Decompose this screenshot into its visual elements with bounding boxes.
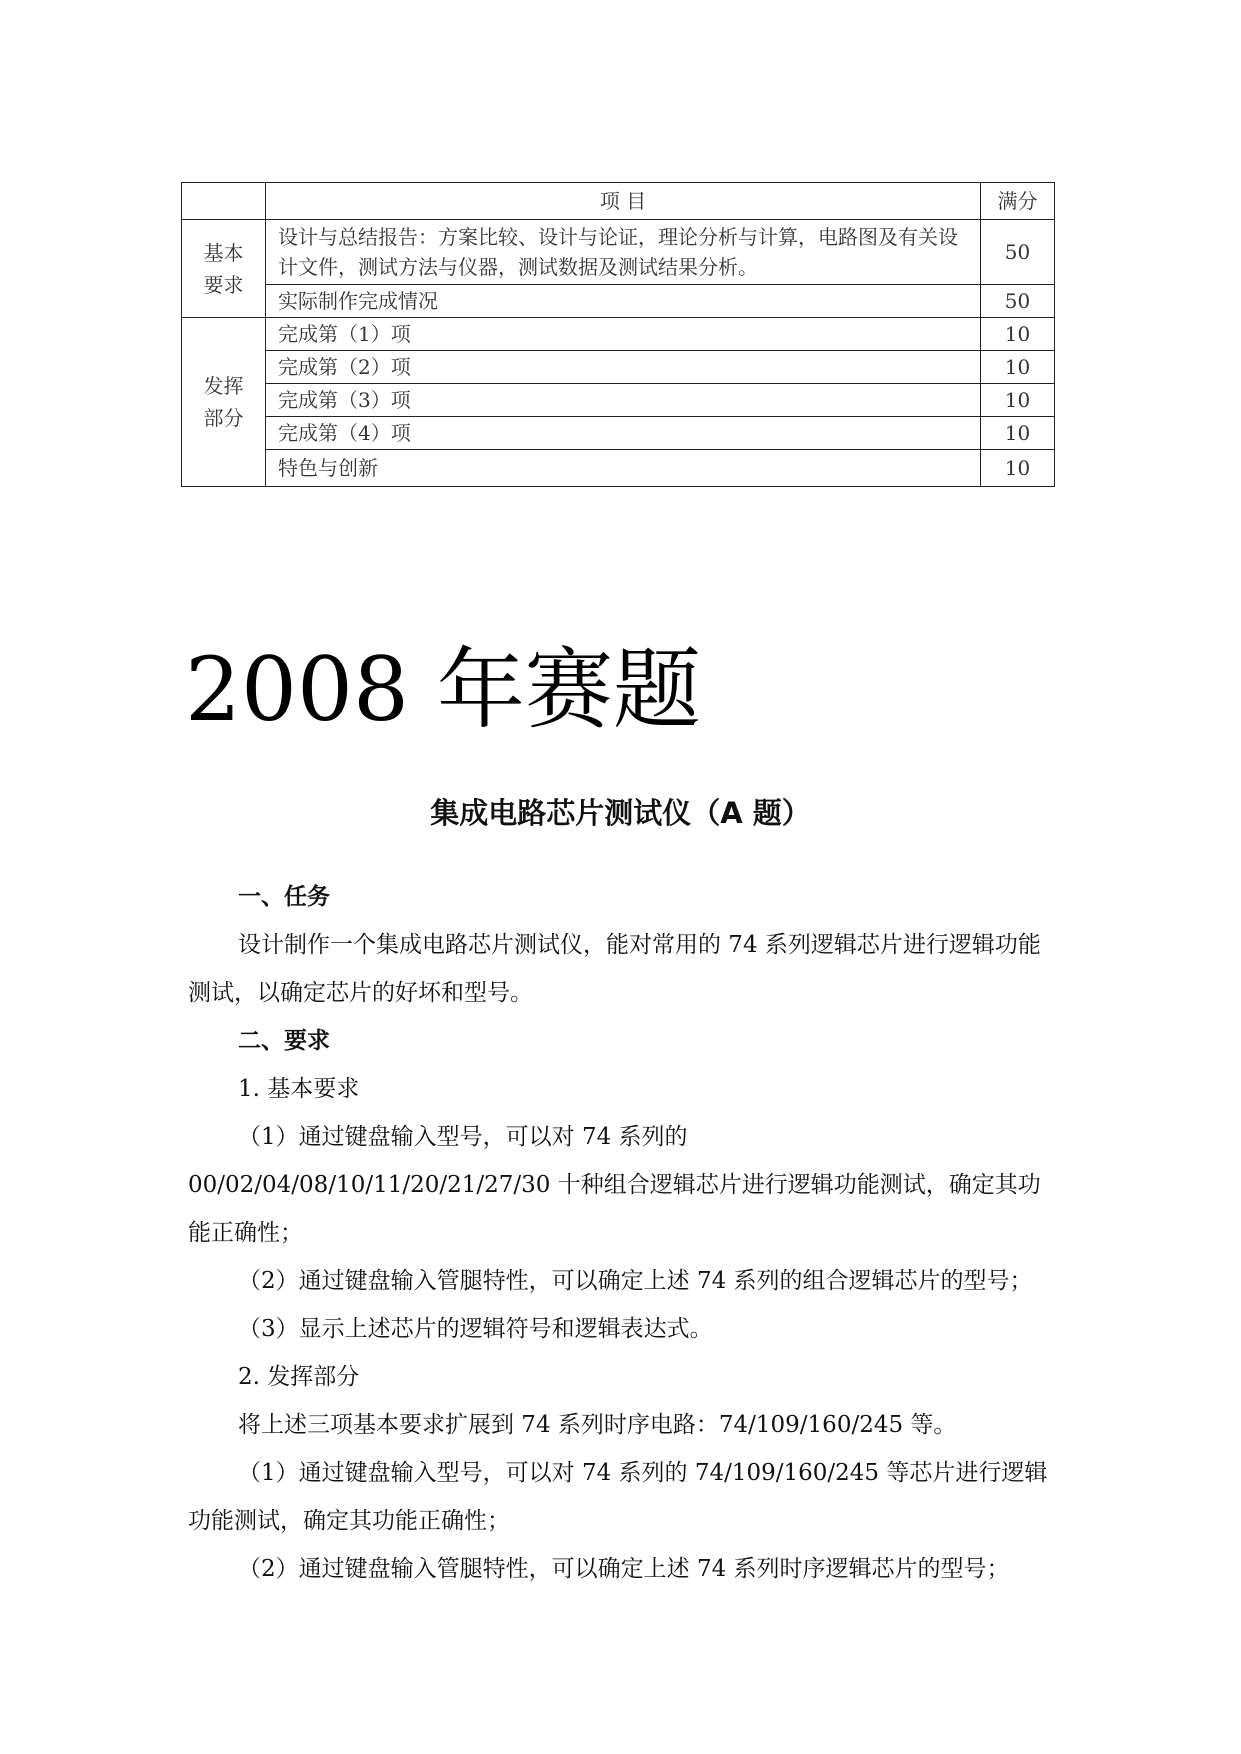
basic-requirement-1-line2: 00/02/04/08/10/11/20/21/27/30 十种组合逻辑芯片进行逻辑功能测试，确定其功能正确性； [188, 1172, 1041, 1246]
table-cell-item: 完成第（2）项 [266, 351, 981, 384]
group-label-basic [182, 220, 266, 318]
problem-body [188, 873, 1048, 1593]
table-cell-score: 10 [981, 351, 1055, 384]
basic-requirement-2: （2）通过键盘输入管腿特性，可以确定上述 74 系列的组合逻辑芯片的型号； [238, 1268, 1033, 1294]
table-cell-score: 50 [981, 285, 1055, 318]
problem-title: 集成电路芯片测试仪（A 题） [430, 796, 811, 830]
group-label-line: 基本 [203, 240, 244, 265]
table-header-item: 项 目 [266, 183, 981, 220]
table-cell-score: 50 [981, 220, 1055, 285]
basic-requirement-3: （3）显示上述芯片的逻辑符号和逻辑表达式。 [238, 1316, 713, 1342]
advanced-requirement-1: （1）通过键盘输入型号，可以对 74 系列的 74/109/160/245 等芯片进行逻辑功能测试，确定其功能正确性； [188, 1460, 1048, 1534]
table-cell-score: 10 [981, 318, 1055, 351]
basic-requirement-1-line1: （1）通过键盘输入型号，可以对 74 系列的 [238, 1124, 688, 1150]
table-row [182, 417, 1055, 450]
table-cell-item: 完成第（3）项 [266, 384, 981, 417]
table-cell-score: 10 [981, 417, 1055, 450]
subsection-heading-advanced: 2. 发挥部分 [238, 1364, 360, 1390]
table-row [182, 220, 1055, 285]
table-header-row [182, 183, 1055, 220]
table-row [182, 351, 1055, 384]
year-title: 2008 年赛题 [185, 638, 701, 741]
group-label-line: 发挥 [203, 374, 244, 398]
table-header-score: 满分 [981, 183, 1055, 220]
table-header-empty [182, 183, 266, 220]
table-cell-score: 10 [981, 384, 1055, 417]
group-label-advanced [182, 318, 266, 487]
table-cell-item: 设计与总结报告：方案比较、设计与论证，理论分析与计算，电路图及有关设计文件，测试方法与仪器，测试数据及测试结果分析。 [266, 220, 981, 285]
advanced-requirement-2: （2）通过键盘输入管腿特性，可以确定上述 74 系列时序逻辑芯片的型号； [238, 1556, 1010, 1582]
section-heading-task: 一、任务 [238, 884, 330, 910]
task-paragraph: 设计制作一个集成电路芯片测试仪，能对常用的 74 系列逻辑芯片进行逻辑功能测试，以确定芯片的好坏和型号。 [188, 932, 1041, 1006]
table-cell-item: 特色与创新 [266, 450, 981, 487]
table-row [182, 450, 1055, 487]
advanced-intro: 将上述三项基本要求扩展到 74 系列时序电路：74/109/160/245 等。 [238, 1412, 957, 1438]
table-row [182, 285, 1055, 318]
group-label-line: 要求 [203, 272, 244, 297]
table-row [182, 318, 1055, 351]
group-label-line: 部分 [203, 406, 244, 430]
score-table [181, 182, 1055, 487]
table-cell-score: 10 [981, 450, 1055, 487]
table-cell-item: 实际制作完成情况 [266, 285, 981, 318]
table-cell-item: 完成第（1）项 [266, 318, 981, 351]
table-cell-item: 完成第（4）项 [266, 417, 981, 450]
section-heading-requirements: 二、要求 [238, 1028, 330, 1054]
table-row [182, 384, 1055, 417]
subsection-heading-basic: 1. 基本要求 [238, 1076, 360, 1102]
